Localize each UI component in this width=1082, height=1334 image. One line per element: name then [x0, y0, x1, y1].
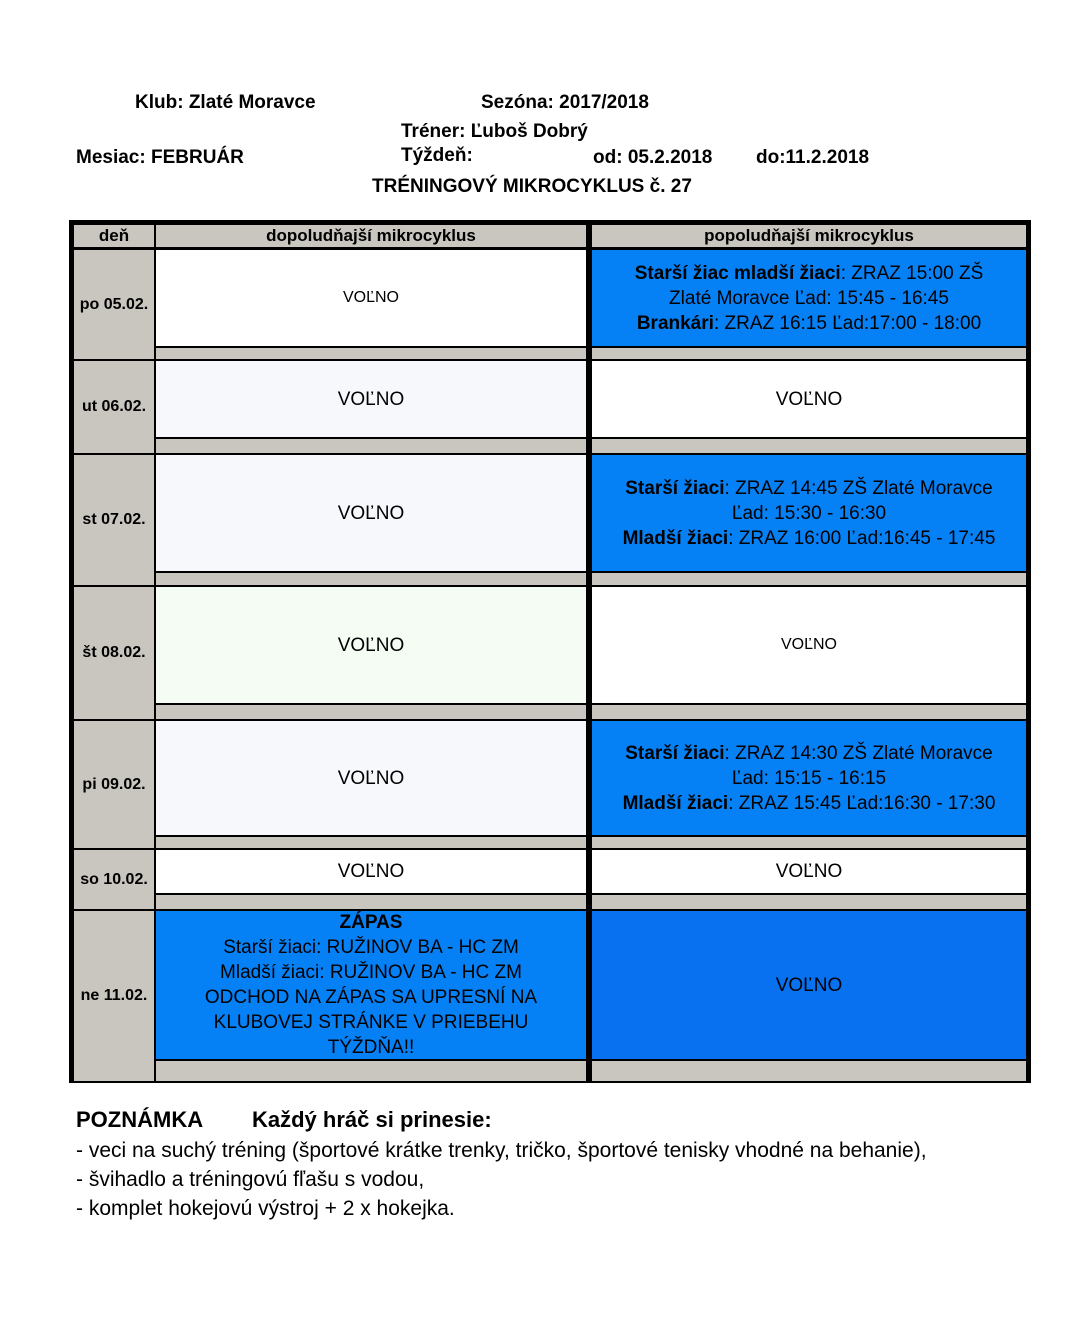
notes-item: - švihadlo a tréningovú fľašu s vodou, [76, 1168, 425, 1191]
season-label: Sezóna: 2017/2018 [481, 92, 649, 113]
row-spacer [592, 705, 1026, 719]
row-spacer [156, 895, 586, 909]
month-label: Mesiac: FEBRUÁR [76, 147, 244, 168]
afternoon-line [732, 766, 886, 791]
day-cell: ut 06.02. [74, 361, 154, 453]
notes-heading: Každý hráč si prinesie: [252, 1107, 492, 1132]
row-spacer [592, 348, 1026, 359]
morning-line: ODCHOD NA ZÁPAS SA UPRESNÍ NA [204, 987, 538, 1008]
morning-cell [156, 455, 586, 571]
group-name: Mladší žiaci [622, 792, 729, 814]
afternoon-line [776, 859, 843, 884]
match-title: ZÁPAS [339, 912, 403, 933]
day-cell: št 08.02. [74, 587, 154, 719]
morning-line: TÝŽDŇA!! [327, 1037, 415, 1058]
notes-section [76, 1105, 1036, 1223]
afternoon-text: Ľad: 15:15 - 16:15 [731, 767, 887, 789]
group-name: Mladší žiaci [622, 527, 729, 549]
notes-label: POZNÁMKA [76, 1107, 204, 1132]
afternoon-text: : ZRAZ 15:00 ZŠ [840, 262, 984, 284]
afternoon-line [776, 387, 843, 412]
row-spacer [156, 348, 586, 359]
schedule-table [69, 220, 1031, 1083]
afternoon-cell [592, 587, 1026, 703]
row-spacer [156, 573, 586, 585]
afternoon-text: : ZRAZ 14:45 ZŠ Zlaté Moravce [724, 477, 993, 499]
afternoon-cell [592, 455, 1026, 571]
morning-cell [156, 587, 586, 703]
row-spacer [592, 573, 1026, 585]
notes-item: - veci na suchý tréning (športové krátke trenky, tričko, športové tenisky vhodné na behanie), [76, 1139, 927, 1162]
afternoon-line [635, 261, 984, 286]
morning-cell [156, 850, 586, 893]
morning-cell [156, 911, 586, 1059]
afternoon-text: VOĽNO [775, 974, 843, 996]
day-cell: so 10.02. [74, 850, 154, 909]
afternoon-cell [592, 850, 1026, 893]
afternoon-line [625, 476, 992, 501]
afternoon-cell [592, 911, 1026, 1059]
group-name: Starší žiaci [625, 742, 725, 764]
morning-line: VOĽNO [337, 861, 405, 882]
row-spacer [156, 705, 586, 719]
afternoon-line [781, 636, 837, 654]
page-title: TRÉNINGOVÝ MIKROCYKLUS č. 27 [372, 176, 692, 197]
day-cell: pi 09.02. [74, 721, 154, 848]
column-header-afternoon: popoludňajší mikrocyklus [592, 225, 1026, 247]
club-label: Klub: Zlaté Moravce [135, 92, 316, 113]
column-header-day: deň [74, 225, 154, 247]
afternoon-line [669, 286, 949, 311]
afternoon-text: VOĽNO [775, 861, 843, 882]
morning-cell [156, 721, 586, 835]
morning-cell [156, 361, 586, 437]
afternoon-line [623, 791, 996, 816]
week-label: Týždeň: [401, 145, 473, 166]
morning-line: VOĽNO [337, 634, 405, 656]
morning-line: VOĽNO [337, 767, 405, 789]
afternoon-text: VOĽNO [775, 388, 843, 410]
afternoon-text: : ZRAZ 15:45 Ľad:16:30 - 17:30 [728, 792, 996, 814]
date-to: do:11.2.2018 [756, 147, 870, 168]
row-spacer [592, 895, 1026, 909]
morning-line: VOĽNO [337, 502, 405, 524]
afternoon-cell [592, 250, 1026, 346]
morning-line: KLUBOVEJ STRÁNKE V PRIEBEHU [213, 1012, 529, 1033]
group-name: Brankári [636, 312, 714, 334]
group-name: Starší žiaci [625, 477, 725, 499]
date-from: od: 05.2.2018 [593, 147, 713, 168]
afternoon-text: VOĽNO [780, 636, 837, 653]
morning-line: VOĽNO [342, 289, 399, 306]
afternoon-text: : ZRAZ 16:00 Ľad:16:45 - 17:45 [728, 527, 996, 549]
afternoon-text: : ZRAZ 16:15 Ľad:17:00 - 18:00 [713, 312, 982, 334]
row-spacer [156, 1061, 586, 1081]
column-header-morning: dopoludňajší mikrocyklus [156, 225, 586, 247]
afternoon-text: Ľad: 15:30 - 16:30 [731, 502, 887, 524]
group-name: Starší žiac mladší žiaci [634, 262, 841, 284]
row-spacer [592, 439, 1026, 453]
afternoon-cell [592, 361, 1026, 437]
afternoon-line [623, 526, 996, 551]
afternoon-cell [592, 721, 1026, 835]
afternoon-line [776, 973, 843, 998]
trainer-label: Tréner: Ľuboš Dobrý [401, 121, 588, 142]
afternoon-text: Zlaté Moravce Ľad: 15:45 - 16:45 [669, 287, 949, 309]
day-cell: st 07.02. [74, 455, 154, 585]
row-spacer [156, 439, 586, 453]
row-spacer [156, 837, 586, 848]
row-spacer [592, 837, 1026, 848]
row-spacer [592, 1061, 1026, 1081]
notes-title [76, 1105, 1036, 1134]
day-cell: ne 11.02. [74, 911, 154, 1081]
afternoon-line [637, 311, 981, 336]
morning-cell [156, 250, 586, 346]
afternoon-line [625, 741, 992, 766]
morning-line: VOĽNO [337, 388, 405, 410]
afternoon-text: : ZRAZ 14:30 ZŠ Zlaté Moravce [724, 742, 993, 764]
morning-line: Starší žiaci: RUŽINOV BA - HC ZM [223, 937, 519, 958]
morning-line: Mladší žiaci: RUŽINOV BA - HC ZM [220, 962, 522, 983]
notes-item: - komplet hokejovú výstroj + 2 x hokejka. [76, 1197, 455, 1220]
afternoon-line [732, 501, 886, 526]
day-cell: po 05.02. [74, 250, 154, 359]
